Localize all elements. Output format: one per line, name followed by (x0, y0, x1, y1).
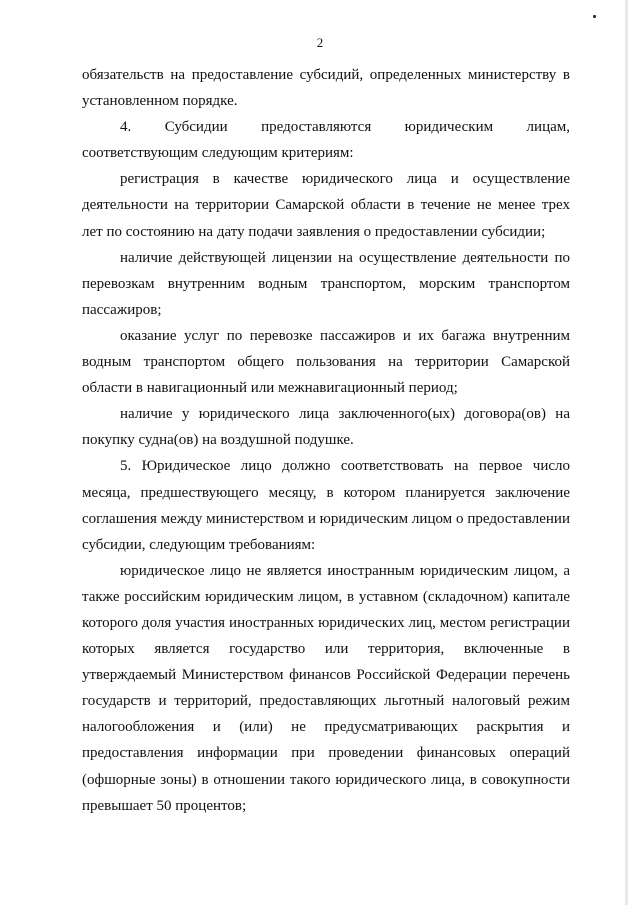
paragraph-6: наличие у юридического лица заключенного(ых) договора(ов) на покупку судна(ов) на воздушной подушке. (82, 406, 570, 449)
scan-edge-shadow (625, 0, 628, 905)
paragraph-3: регистрация в качестве юридического лица и осуществление деятельности на территории Самарской области в течение не менее трех лет по состоянию на дату подачи заявления о предоставлении субсидии; (82, 171, 570, 240)
paragraph-7: 5. Юридическое лицо должно соответствовать на первое число месяца, предшествующего месяцу, в котором планируется заключение соглашения между министерством и юридическим лицом о предоставлении субсидии, следующим требованиям: (82, 458, 570, 553)
paragraph-1: обязательств на предоставление субсидий, определенных министерству в установленном порядке. (82, 67, 570, 110)
document-body (82, 62, 570, 819)
scan-speck (593, 15, 596, 18)
paragraph-5: оказание услуг по перевозке пассажиров и их багажа внутренним водным транспортом общего пользования на территории Самарской области в навигационный или межнавигационный период; (82, 327, 570, 397)
paragraph-4: наличие действующей лицензии на осуществление деятельности по перевозкам внутренним водным транспортом, морским транспортом пассажиров; (82, 249, 570, 318)
paragraph-8: юридическое лицо не является иностранным юридическим лицом, а также российским юридическим лицом, в уставном (складочном) капитале которого доля участия иностранных юридических лиц, местом регистрации которых является государство или территория, включенные в утверждаемый Министерством финансов Российской Федерации перечень государств и территорий, предоставляющих льготный налоговый режим налогообложения и (или) не предусматривающих раскрытия и предоставления информации при проведении финансовых операций (офшорные зоны) в отношении такого юридического лица, в совокупности превышает 50 процентов; (82, 562, 570, 814)
paragraph-2: 4. Субсидии предоставляются юридическим лицам, соответствующим следующим критериям: (82, 119, 570, 162)
page-number: 2 (316, 35, 324, 50)
